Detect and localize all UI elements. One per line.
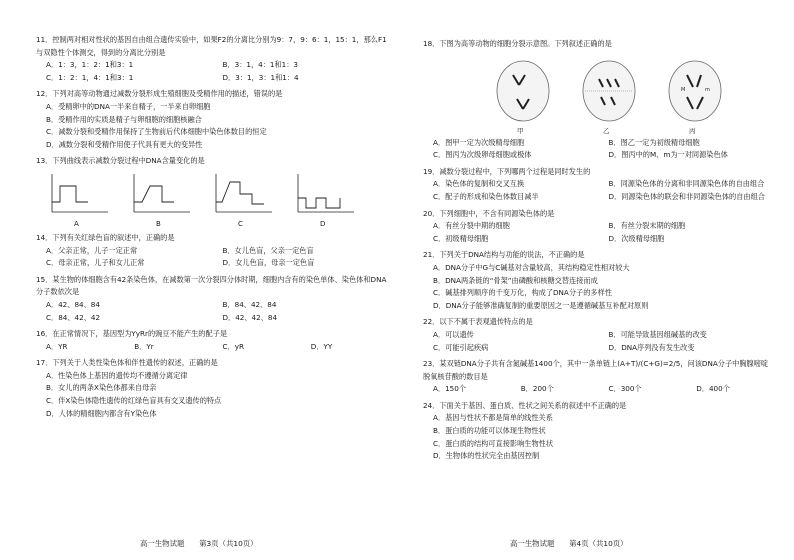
option: C．初级精母细胞 — [433, 233, 489, 243]
option: A．父亲正常，儿子一定正常 — [46, 245, 138, 255]
cell-figure-2 — [667, 57, 723, 137]
option: D．减数分裂和受精作用使子代具有更大的变异性 — [46, 139, 203, 149]
option: B．DNA两条链的“骨架”由磷酸和核糖交替连接而成 — [433, 275, 598, 285]
question-left-4 — [36, 274, 389, 324]
graph-1 — [130, 172, 192, 226]
question-right-3 — [423, 249, 774, 312]
question-stem: 12．下列对高等动物通过减数分裂形成生殖细胞及受精作用的描述，错误的是 — [36, 89, 283, 99]
question-stem: 17．下列关于人类性染色体和伴性遗传的叙述，正确的是 — [36, 358, 218, 368]
option: C．减数分裂和受精作用保持了生物前后代体细胞中染色体数目的恒定 — [46, 127, 267, 137]
question-left-3 — [36, 232, 389, 270]
page-4 — [397, 0, 794, 560]
option: D．400个 — [696, 384, 730, 394]
dna-graphs — [36, 168, 389, 228]
question-stem: 11．控制两对相对性状的基因自由组合遗传实验中，如果F2的分离比分别为9：7，9：6：1，15：1，那么F1与双隐性个体测交，得到的分离比分别是 — [36, 35, 387, 57]
options — [36, 341, 389, 354]
graph-3 — [294, 172, 356, 226]
option: A．1：3，1：2：1和3：1 — [46, 60, 134, 70]
footer-page-3: 高一生物试题 第3页（共10页） — [140, 539, 258, 548]
option: D．YY — [310, 341, 333, 351]
option: A．有丝分裂中期的细胞 — [433, 221, 510, 231]
option: B．女儿的两条X染色体都来自母亲 — [46, 383, 157, 393]
options — [423, 412, 774, 462]
question-stem: 16．在正常情况下，基因型为YyRr的豌豆不能产生的配子是 — [36, 329, 228, 339]
graph-2 — [212, 172, 274, 226]
question-right-2 — [423, 208, 774, 246]
cell-figure-0 — [495, 57, 551, 137]
cell-figure-1 — [581, 57, 637, 137]
option: D．同源染色体的联会和非同源染色体的自由组合 — [608, 191, 765, 201]
options — [36, 370, 389, 420]
question-left-5 — [36, 328, 389, 353]
option: D．次级精母细胞 — [608, 233, 665, 243]
option: B．84、42、84 — [222, 299, 277, 309]
options — [36, 101, 389, 151]
question-stem: 13．下列曲线表示减数分裂过程中DNA含量变化的是 — [36, 156, 205, 166]
graph-label: C — [238, 219, 243, 228]
option: B．受精作用的实质是精子与卵细胞的细胞核融合 — [46, 114, 202, 124]
option: A．150个 — [433, 384, 467, 394]
option: A．图甲一定为次级精母细胞 — [433, 137, 525, 147]
option: B．有丝分裂末期的细胞 — [608, 221, 686, 231]
option: D．42、42、84 — [222, 312, 278, 322]
option: C．母亲正常，儿子和女儿正常 — [46, 258, 145, 268]
option: A．性染色体上基因的遗传均不遵循分离定律 — [46, 370, 188, 380]
graph-0 — [48, 172, 110, 226]
option: D．DNA分子能够准确复制的重要原因之一是遵循碱基互补配对原则 — [433, 300, 649, 310]
question-right-0 — [423, 38, 774, 162]
option: B．女儿色盲，父亲一定色盲 — [222, 245, 314, 255]
option: D．生物体的性状完全由基因控制 — [433, 451, 540, 461]
option: B．3：1，4：1和1：3 — [222, 60, 298, 70]
option: D．DNA序列没有发生改变 — [608, 342, 695, 352]
option: B．200个 — [520, 384, 554, 394]
question-stem: 18．下图为高等动物的细胞分裂示意图。下列叙述正确的是 — [423, 39, 612, 48]
options — [423, 137, 774, 162]
option: C．yR — [222, 341, 244, 351]
question-left-2 — [36, 155, 389, 228]
option: C．蛋白质的结构可直接影响生物性状 — [433, 438, 554, 448]
options — [36, 245, 389, 270]
option: C．300个 — [608, 384, 642, 394]
svg-text:m: m — [705, 86, 710, 93]
option: D．女儿色盲，母亲一定色盲 — [222, 258, 315, 268]
option: C．伴X染色体隐性遗传的红绿色盲具有交叉遗传的特点 — [46, 396, 222, 406]
option: B．蛋白质的功能可以体现生物性状 — [433, 426, 546, 436]
graph-label: D — [320, 219, 326, 228]
question-stem: 22．以下不属于表观遗传特点的是 — [423, 317, 533, 327]
option: B．可能导致基因组碱基的改变 — [608, 329, 707, 339]
options — [423, 383, 774, 396]
question-left-0 — [36, 34, 389, 84]
cell-label: 甲 — [517, 126, 524, 135]
option: C．图丙为次级卵母细胞或极体 — [433, 150, 532, 160]
graph-label: B — [156, 219, 161, 228]
question-right-6 — [423, 400, 774, 463]
cell-label: 乙 — [603, 126, 610, 135]
question-stem: 24．下面关于基因、蛋白质、性状之间关系的叙述中不正确的是 — [423, 400, 627, 410]
option: A．可以遗传 — [433, 329, 474, 339]
option: A．基因与性状不都是简单的线性关系 — [433, 413, 553, 423]
question-stem: 15．某生物的体细胞含有42条染色体，在减数第一次分裂四分体时期，细胞内含有的染色单体、染色体和DNA分子数依次是 — [36, 274, 387, 297]
options — [423, 329, 774, 354]
option: C．84、42、42 — [46, 312, 101, 322]
question-stem: 20．下列细胞中，不含有同源染色体的是 — [423, 208, 555, 218]
option: B．图乙一定为初级精母细胞 — [608, 137, 700, 147]
question-left-1 — [36, 88, 389, 151]
options — [423, 178, 774, 203]
option: D．3：1，3：1和1：4 — [222, 72, 299, 82]
option: A．受精卵中的DNA一半来自精子，一半来自卵细胞 — [46, 101, 211, 111]
option: C．配子的形成和染色体数目减半 — [433, 191, 539, 201]
question-stem: 19．减数分裂过程中，下列哪两个过程是同时发生的 — [423, 166, 591, 176]
option: C．1：2：1，4：1和3：1 — [46, 72, 134, 82]
option: B．同源染色体的分离和非同源染色体的自由组合 — [608, 179, 765, 189]
option: A．染色体的复制和交叉互换 — [433, 179, 525, 189]
question-right-1 — [423, 166, 774, 204]
option: A．YR — [46, 341, 68, 351]
options — [423, 262, 774, 312]
options — [36, 299, 389, 324]
cell-label: 丙 — [689, 126, 696, 135]
option: D．人体的精细胞内都含有Y染色体 — [46, 408, 157, 418]
question-right-4 — [423, 316, 774, 354]
options — [36, 59, 389, 84]
question-left-6 — [36, 357, 389, 420]
option: A．42、84、84 — [46, 299, 100, 309]
option: A．DNA分子中G与C碱基对含量较高，其结构稳定性相对较大 — [433, 262, 630, 272]
options — [423, 220, 774, 245]
question-stem: 14．下列有关红绿色盲的叙述中，正确的是 — [36, 232, 175, 242]
question-stem: 23．某双链DNA分子共有含氮碱基1400个，其中一条单链上(A+T)/(C+G)=2/5，问该DNA分子中胸腺嘧啶脱氧核苷酸的数目是 — [423, 359, 769, 381]
option: C．碱基排列顺序的千变万化，构成了DNA分子的多样性 — [433, 288, 612, 298]
question-right-5 — [423, 358, 774, 396]
question-stem: 21．下列关于DNA结构与功能的说法，不正确的是 — [423, 250, 585, 260]
graph-label: A — [74, 219, 79, 228]
option: B．Yr — [134, 341, 154, 351]
svg-text:M: M — [681, 86, 686, 93]
cell-division-figures — [423, 51, 774, 137]
option: C．可能引起疾病 — [433, 342, 489, 352]
footer-page-4: 高一生物试题 第4页（共10页） — [510, 539, 628, 548]
option: D．图丙中的M、m为一对同源染色体 — [608, 150, 728, 160]
